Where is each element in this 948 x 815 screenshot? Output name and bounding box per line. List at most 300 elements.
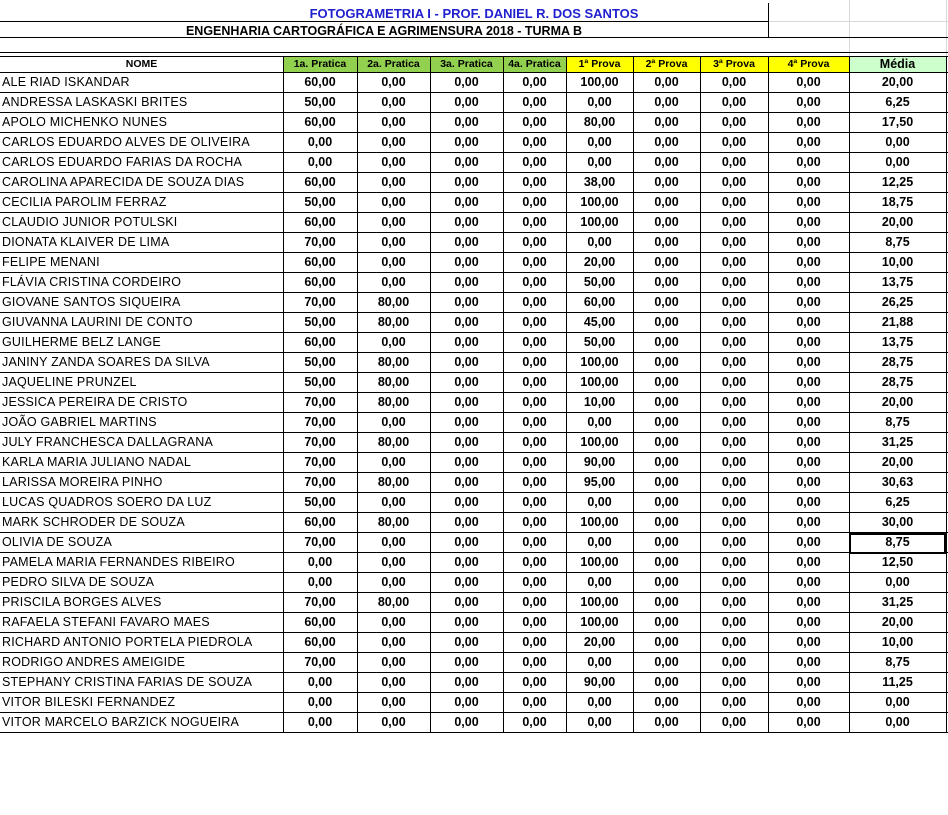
cell-pratica-1[interactable]: 70,00 [304,415,336,429]
cell-prova-2[interactable]: 0,00 [654,195,679,209]
cell-media[interactable]: 0,00 [885,695,910,709]
cell-prova-3[interactable]: 0,00 [721,315,747,329]
cell-prova-4[interactable]: 0,00 [796,155,821,169]
cell-prova-4[interactable]: 0,00 [796,335,821,349]
cell-pratica-4[interactable]: 0,00 [522,595,547,609]
cell-pratica-4[interactable]: 0,00 [522,675,547,689]
cell-pratica-1[interactable]: 0,00 [307,555,333,569]
cell-pratica-4[interactable]: 0,00 [522,295,547,309]
cell-name[interactable]: CAROLINA APARECIDA DE SOUZA DIAS [2,175,245,189]
cell-pratica-1[interactable]: 70,00 [304,475,336,489]
cell-prova-1[interactable]: 90,00 [583,675,616,689]
cell-prova-1[interactable]: 0,00 [587,575,612,589]
cell-prova-4[interactable]: 0,00 [796,595,821,609]
cell-prova-1[interactable]: 0,00 [587,655,612,669]
cell-prova-2[interactable]: 0,00 [654,395,679,409]
cell-prova-3[interactable]: 0,00 [721,95,747,109]
cell-prova-1[interactable]: 100,00 [580,355,619,369]
cell-media[interactable]: 0,00 [885,155,910,169]
cell-pratica-3[interactable]: 0,00 [454,695,479,709]
cell-pratica-1[interactable]: 50,00 [304,195,336,209]
cell-pratica-4[interactable]: 0,00 [522,135,547,149]
cell-prova-2[interactable]: 0,00 [654,175,679,189]
cell-pratica-2[interactable]: 80,00 [377,295,410,309]
cell-pratica-4[interactable]: 0,00 [522,335,547,349]
cell-pratica-3[interactable]: 0,00 [454,475,479,489]
cell-prova-2[interactable]: 0,00 [654,75,679,89]
cell-prova-4[interactable]: 0,00 [796,215,821,229]
cell-prova-4[interactable]: 0,00 [796,495,821,509]
cell-pratica-2[interactable]: 0,00 [381,675,406,689]
cell-prova-3[interactable]: 0,00 [721,715,747,729]
cell-prova-2[interactable]: 0,00 [654,555,679,569]
header-pratica-3[interactable]: 3a. Pratica [430,56,503,73]
cell-media[interactable]: 31,25 [881,435,914,449]
cell-prova-4[interactable]: 0,00 [796,515,821,529]
cell-pratica-1[interactable]: 0,00 [307,575,333,589]
cell-pratica-2[interactable]: 80,00 [377,515,410,529]
cell-name[interactable]: JANINY ZANDA SOARES DA SILVA [2,355,210,369]
cell-name[interactable]: GIOVANE SANTOS SIQUEIRA [2,295,181,309]
cell-prova-3[interactable]: 0,00 [721,455,747,469]
cell-pratica-3[interactable]: 0,00 [454,655,479,669]
cell-pratica-3[interactable]: 0,00 [454,315,479,329]
cell-pratica-1[interactable]: 70,00 [304,655,336,669]
cell-prova-1[interactable]: 0,00 [587,415,612,429]
cell-prova-3[interactable]: 0,00 [721,215,747,229]
cell-pratica-1[interactable]: 50,00 [304,95,336,109]
cell-media[interactable]: 13,75 [881,335,914,349]
cell-prova-2[interactable]: 0,00 [654,635,679,649]
cell-pratica-2[interactable]: 0,00 [381,215,406,229]
cell-pratica-3[interactable]: 0,00 [454,615,479,629]
cell-prova-2[interactable]: 0,00 [654,315,679,329]
cell-media[interactable]: 17,50 [881,115,914,129]
cell-pratica-4[interactable]: 0,00 [522,635,547,649]
cell-pratica-1[interactable]: 60,00 [304,635,336,649]
cell-prova-4[interactable]: 0,00 [796,535,821,549]
cell-media[interactable]: 20,00 [881,615,914,629]
cell-media[interactable]: 11,25 [882,675,913,689]
cell-prova-3[interactable]: 0,00 [721,135,747,149]
cell-pratica-1[interactable]: 70,00 [304,295,336,309]
cell-prova-3[interactable]: 0,00 [721,635,747,649]
sheet-title[interactable]: FOTOGRAMETRIA I - PROF. DANIEL R. DOS SANTOS [309,6,639,21]
cell-media[interactable]: 26,25 [881,295,914,309]
cell-pratica-2[interactable]: 0,00 [381,495,406,509]
cell-pratica-4[interactable]: 0,00 [522,255,547,269]
header-pratica-1[interactable]: 1a. Pratica [283,56,357,73]
cell-pratica-2[interactable]: 0,00 [381,635,406,649]
cell-pratica-4[interactable]: 0,00 [522,655,547,669]
cell-prova-4[interactable]: 0,00 [796,675,821,689]
cell-prova-3[interactable]: 0,00 [721,675,747,689]
cell-pratica-3[interactable]: 0,00 [454,395,479,409]
cell-prova-1[interactable]: 100,00 [580,515,619,529]
cell-pratica-3[interactable]: 0,00 [454,715,479,729]
cell-prova-2[interactable]: 0,00 [654,95,679,109]
cell-prova-1[interactable]: 100,00 [580,435,619,449]
cell-prova-2[interactable]: 0,00 [654,275,679,289]
cell-pratica-4[interactable]: 0,00 [522,275,547,289]
cell-pratica-2[interactable]: 0,00 [381,415,406,429]
cell-media[interactable]: 6,25 [885,495,910,509]
cell-media[interactable]: 28,75 [881,375,914,389]
cell-pratica-4[interactable]: 0,00 [522,695,547,709]
cell-pratica-3[interactable]: 0,00 [454,95,479,109]
cell-prova-2[interactable]: 0,00 [654,335,679,349]
cell-pratica-2[interactable]: 0,00 [381,195,406,209]
cell-pratica-2[interactable]: 0,00 [381,715,406,729]
cell-name[interactable]: MARK SCHRODER DE SOUZA [2,515,185,529]
cell-prova-4[interactable]: 0,00 [796,715,821,729]
cell-media[interactable]: 18,75 [881,195,914,209]
cell-media[interactable]: 31,25 [881,595,914,609]
header-prova-2[interactable]: 2ª Prova [633,56,700,73]
cell-pratica-4[interactable]: 0,00 [522,435,547,449]
cell-prova-2[interactable]: 0,00 [654,155,679,169]
cell-pratica-4[interactable]: 0,00 [522,415,547,429]
cell-pratica-4[interactable]: 0,00 [522,395,547,409]
cell-pratica-3[interactable]: 0,00 [454,375,479,389]
cell-pratica-3[interactable]: 0,00 [454,235,479,249]
cell-prova-2[interactable]: 0,00 [654,435,679,449]
cell-pratica-3[interactable]: 0,00 [454,675,479,689]
cell-name[interactable]: STEPHANY CRISTINA FARIAS DE SOUZA [2,675,253,689]
cell-prova-4[interactable]: 0,00 [796,415,821,429]
cell-prova-4[interactable]: 0,00 [796,615,821,629]
cell-prova-2[interactable]: 0,00 [654,375,679,389]
cell-prova-1[interactable]: 0,00 [587,535,612,549]
cell-pratica-4[interactable]: 0,00 [522,495,547,509]
cell-pratica-4[interactable]: 0,00 [522,175,547,189]
cell-pratica-1[interactable]: 60,00 [304,215,336,229]
cell-prova-3[interactable]: 0,00 [721,495,747,509]
cell-media[interactable]: 10,00 [881,255,914,269]
cell-media[interactable]: 8,75 [885,655,910,669]
cell-prova-1[interactable]: 90,00 [583,455,616,469]
cell-prova-3[interactable]: 0,00 [721,535,747,549]
cell-pratica-1[interactable]: 0,00 [307,675,333,689]
cell-pratica-2[interactable]: 0,00 [381,115,406,129]
cell-pratica-3[interactable]: 0,00 [454,515,479,529]
cell-prova-1[interactable]: 50,00 [583,335,616,349]
cell-pratica-1[interactable]: 50,00 [304,495,336,509]
cell-pratica-2[interactable]: 0,00 [381,175,406,189]
cell-pratica-3[interactable]: 0,00 [454,295,479,309]
header-name[interactable]: NOME [125,58,158,70]
cell-prova-4[interactable]: 0,00 [796,355,821,369]
cell-pratica-3[interactable]: 0,00 [454,175,479,189]
cell-name[interactable]: GUILHERME BELZ LANGE [2,335,161,349]
cell-name[interactable]: ALE RIAD ISKANDAR [2,75,130,89]
cell-prova-2[interactable]: 0,00 [654,115,679,129]
cell-prova-1[interactable]: 50,00 [583,275,616,289]
cell-prova-1[interactable]: 0,00 [587,95,612,109]
cell-prova-4[interactable]: 0,00 [796,315,821,329]
cell-name[interactable]: JESSICA PEREIRA DE CRISTO [2,395,188,409]
cell-prova-3[interactable]: 0,00 [721,75,747,89]
cell-prova-4[interactable]: 0,00 [796,235,821,249]
cell-media[interactable]: 20,00 [881,455,914,469]
header-prova-3[interactable]: 3ª Prova [700,56,768,73]
cell-prova-3[interactable]: 0,00 [721,175,747,189]
cell-prova-3[interactable]: 0,00 [721,475,747,489]
cell-name[interactable]: ANDRESSA LASKASKI BRITES [2,95,188,109]
cell-media[interactable]: 20,00 [881,395,914,409]
cell-prova-3[interactable]: 0,00 [721,295,747,309]
cell-pratica-2[interactable]: 0,00 [381,695,406,709]
cell-prova-3[interactable]: 0,00 [721,115,747,129]
cell-media[interactable]: 20,00 [881,75,914,89]
cell-prova-4[interactable]: 0,00 [796,195,821,209]
cell-prova-3[interactable]: 0,00 [721,555,747,569]
cell-prova-3[interactable]: 0,00 [721,415,747,429]
cell-prova-2[interactable]: 0,00 [654,655,679,669]
cell-prova-1[interactable]: 100,00 [580,595,619,609]
cell-prova-1[interactable]: 10,00 [583,395,616,409]
cell-pratica-3[interactable]: 0,00 [454,355,479,369]
cell-name[interactable]: RICHARD ANTONIO PORTELA PIEDROLA [2,635,253,649]
cell-name[interactable]: CLAUDIO JUNIOR POTULSKI [2,215,178,229]
cell-prova-1[interactable]: 80,00 [583,115,616,129]
cell-pratica-4[interactable]: 0,00 [522,235,547,249]
cell-prova-1[interactable]: 45,00 [583,315,616,329]
cell-name[interactable]: FELIPE MENANI [2,255,100,269]
cell-prova-4[interactable]: 0,00 [796,695,821,709]
cell-prova-3[interactable]: 0,00 [721,435,747,449]
cell-media[interactable]: 12,25 [881,175,914,189]
cell-pratica-1[interactable]: 0,00 [307,155,333,169]
cell-prova-1[interactable]: 100,00 [580,615,619,629]
cell-pratica-1[interactable]: 70,00 [304,235,336,249]
cell-pratica-4[interactable]: 0,00 [522,535,547,549]
cell-pratica-4[interactable]: 0,00 [522,515,547,529]
cell-prova-2[interactable]: 0,00 [654,715,679,729]
cell-prova-2[interactable]: 0,00 [654,475,679,489]
cell-prova-2[interactable]: 0,00 [654,255,679,269]
cell-pratica-3[interactable]: 0,00 [454,255,479,269]
cell-pratica-3[interactable]: 0,00 [454,75,479,89]
cell-media[interactable]: 20,00 [881,215,914,229]
cell-prova-2[interactable]: 0,00 [654,355,679,369]
cell-media[interactable]: 30,00 [881,515,914,529]
cell-pratica-2[interactable]: 0,00 [381,615,406,629]
cell-prova-4[interactable]: 0,00 [796,395,821,409]
cell-prova-2[interactable]: 0,00 [654,575,679,589]
cell-name[interactable]: FLÁVIA CRISTINA CORDEIRO [2,275,182,289]
cell-media[interactable]: 0,00 [885,575,910,589]
cell-prova-1[interactable]: 100,00 [580,75,619,89]
cell-prova-3[interactable]: 0,00 [721,235,747,249]
cell-prova-2[interactable]: 0,00 [654,455,679,469]
cell-prova-4[interactable]: 0,00 [796,455,821,469]
cell-prova-2[interactable]: 0,00 [654,595,679,609]
cell-prova-2[interactable]: 0,00 [654,535,679,549]
cell-prova-3[interactable]: 0,00 [721,255,747,269]
cell-prova-4[interactable]: 0,00 [796,255,821,269]
cell-media[interactable]: 8,75 [885,415,910,429]
header-pratica-2[interactable]: 2a. Pratica [357,56,430,73]
cell-name[interactable]: RAFAELA STEFANI FAVARO MAES [2,615,210,629]
cell-prova-1[interactable]: 95,00 [583,475,616,489]
cell-prova-3[interactable]: 0,00 [721,395,747,409]
sheet-subtitle[interactable]: ENGENHARIA CARTOGRÁFICA E AGRIMENSURA 2018 - TURMA B [185,24,583,38]
cell-pratica-2[interactable]: 0,00 [381,155,406,169]
cell-pratica-4[interactable]: 0,00 [522,455,547,469]
cell-name[interactable]: CECILIA PAROLIM FERRAZ [2,195,167,209]
cell-pratica-1[interactable]: 60,00 [304,175,336,189]
cell-prova-2[interactable]: 0,00 [654,695,679,709]
cell-name[interactable]: KARLA MARIA JULIANO NADAL [2,455,192,469]
cell-pratica-3[interactable]: 0,00 [454,275,479,289]
header-prova-1[interactable]: 1ª Prova [566,56,633,73]
cell-pratica-3[interactable]: 0,00 [454,535,479,549]
cell-prova-4[interactable]: 0,00 [796,435,821,449]
cell-pratica-2[interactable]: 80,00 [377,375,410,389]
cell-pratica-4[interactable]: 0,00 [522,715,547,729]
cell-pratica-1[interactable]: 50,00 [304,375,336,389]
cell-pratica-3[interactable]: 0,00 [454,555,479,569]
cell-name[interactable]: APOLO MICHENKO NUNES [2,115,168,129]
cell-pratica-4[interactable]: 0,00 [522,155,547,169]
cell-name[interactable]: PRISCILA BORGES ALVES [2,595,162,609]
cell-media[interactable]: 21,88 [881,315,914,329]
cell-prova-2[interactable]: 0,00 [654,615,679,629]
cell-name[interactable]: CARLOS EDUARDO ALVES DE OLIVEIRA [2,135,250,149]
cell-pratica-3[interactable]: 0,00 [454,435,479,449]
cell-prova-2[interactable]: 0,00 [654,215,679,229]
cell-pratica-4[interactable]: 0,00 [522,375,547,389]
cell-name[interactable]: VITOR MARCELO BARZICK NOGUEIRA [2,715,240,729]
cell-prova-1[interactable]: 100,00 [580,555,619,569]
cell-name[interactable]: PAMELA MARIA FERNANDES RIBEIRO [2,555,235,569]
cell-pratica-2[interactable]: 0,00 [381,75,406,89]
cell-pratica-2[interactable]: 80,00 [377,395,410,409]
cell-prova-2[interactable]: 0,00 [654,675,679,689]
cell-pratica-4[interactable]: 0,00 [522,115,547,129]
cell-prova-4[interactable]: 0,00 [796,375,821,389]
cell-prova-4[interactable]: 0,00 [796,95,821,109]
cell-pratica-2[interactable]: 0,00 [381,455,406,469]
cell-pratica-2[interactable]: 0,00 [381,555,406,569]
cell-prova-4[interactable]: 0,00 [796,275,821,289]
cell-pratica-3[interactable]: 0,00 [454,495,479,509]
cell-pratica-4[interactable]: 0,00 [522,195,547,209]
cell-prova-1[interactable]: 20,00 [583,635,616,649]
cell-prova-4[interactable]: 0,00 [796,635,821,649]
cell-prova-2[interactable]: 0,00 [654,495,679,509]
header-media[interactable]: Média [849,56,946,73]
cell-name[interactable]: LUCAS QUADROS SOERO DA LUZ [2,495,212,509]
cell-name[interactable]: LARISSA MOREIRA PINHO [2,475,163,489]
cell-media[interactable]: 0,00 [885,715,910,729]
cell-pratica-3[interactable]: 0,00 [454,595,479,609]
cell-prova-3[interactable]: 0,00 [721,575,747,589]
cell-prova-4[interactable]: 0,00 [796,575,821,589]
cell-prova-1[interactable]: 0,00 [587,495,612,509]
header-pratica-4[interactable]: 4a. Pratica [503,56,566,73]
cell-pratica-1[interactable]: 60,00 [304,255,336,269]
cell-pratica-2[interactable]: 80,00 [377,435,410,449]
cell-pratica-2[interactable]: 0,00 [381,335,406,349]
selected-cell[interactable] [849,533,946,554]
cell-name[interactable]: DIONATA KLAIVER DE LIMA [2,235,170,249]
cell-prova-1[interactable]: 100,00 [580,195,619,209]
cell-pratica-3[interactable]: 0,00 [454,195,479,209]
cell-media[interactable]: 8,75 [885,235,910,249]
cell-pratica-3[interactable]: 0,00 [454,335,479,349]
cell-prova-3[interactable]: 0,00 [721,655,747,669]
cell-name[interactable]: PEDRO SILVA DE SOUZA [2,575,155,589]
cell-pratica-2[interactable]: 0,00 [381,135,406,149]
cell-pratica-1[interactable]: 60,00 [304,275,336,289]
cell-pratica-2[interactable]: 0,00 [381,235,406,249]
cell-pratica-4[interactable]: 0,00 [522,95,547,109]
cell-pratica-3[interactable]: 0,00 [454,215,479,229]
cell-prova-4[interactable]: 0,00 [796,75,821,89]
cell-media[interactable]: 8,75 [885,535,910,549]
cell-prova-3[interactable]: 0,00 [721,615,747,629]
cell-pratica-2[interactable]: 80,00 [377,475,410,489]
cell-pratica-3[interactable]: 0,00 [454,455,479,469]
cell-pratica-2[interactable]: 0,00 [381,255,406,269]
cell-prova-1[interactable]: 100,00 [580,215,619,229]
cell-prova-3[interactable]: 0,00 [721,195,747,209]
cell-prova-2[interactable]: 0,00 [654,515,679,529]
cell-pratica-2[interactable]: 80,00 [377,355,410,369]
cell-media[interactable]: 0,00 [885,135,910,149]
cell-prova-1[interactable]: 38,00 [583,175,616,189]
cell-prova-4[interactable]: 0,00 [796,655,821,669]
cell-pratica-4[interactable]: 0,00 [522,75,547,89]
cell-prova-1[interactable]: 0,00 [587,715,612,729]
cell-name[interactable]: OLIVIA DE SOUZA [2,535,112,549]
cell-pratica-3[interactable]: 0,00 [454,135,479,149]
cell-prova-2[interactable]: 0,00 [654,415,679,429]
cell-pratica-4[interactable]: 0,00 [522,555,547,569]
cell-prova-3[interactable]: 0,00 [721,335,747,349]
cell-prova-2[interactable]: 0,00 [654,135,679,149]
cell-pratica-4[interactable]: 0,00 [522,475,547,489]
cell-prova-3[interactable]: 0,00 [721,595,747,609]
cell-media[interactable]: 6,25 [885,95,910,109]
cell-pratica-1[interactable]: 70,00 [304,455,336,469]
cell-pratica-1[interactable]: 50,00 [304,315,336,329]
cell-pratica-1[interactable]: 0,00 [307,715,333,729]
cell-prova-1[interactable]: 20,00 [583,255,616,269]
cell-prova-4[interactable]: 0,00 [796,115,821,129]
cell-pratica-1[interactable]: 60,00 [304,615,336,629]
cell-prova-2[interactable]: 0,00 [654,295,679,309]
cell-prova-1[interactable]: 0,00 [587,235,612,249]
cell-name[interactable]: VITOR BILESKI FERNANDEZ [2,695,176,709]
cell-name[interactable]: RODRIGO ANDRES AMEIGIDE [2,655,186,669]
cell-pratica-4[interactable]: 0,00 [522,355,547,369]
cell-media[interactable]: 30,63 [881,475,914,489]
header-prova-4[interactable]: 4ª Prova [768,56,849,73]
cell-media[interactable]: 28,75 [881,355,914,369]
cell-pratica-1[interactable]: 0,00 [307,135,333,149]
cell-media[interactable]: 13,75 [881,275,914,289]
cell-name[interactable]: JULY FRANCHESCA DALLAGRANA [2,435,214,449]
cell-media[interactable]: 12,50 [881,555,914,569]
cell-pratica-1[interactable]: 60,00 [304,115,336,129]
cell-prova-1[interactable]: 60,00 [583,295,616,309]
cell-pratica-2[interactable]: 80,00 [377,595,410,609]
cell-pratica-4[interactable]: 0,00 [522,315,547,329]
cell-pratica-1[interactable]: 60,00 [304,335,336,349]
